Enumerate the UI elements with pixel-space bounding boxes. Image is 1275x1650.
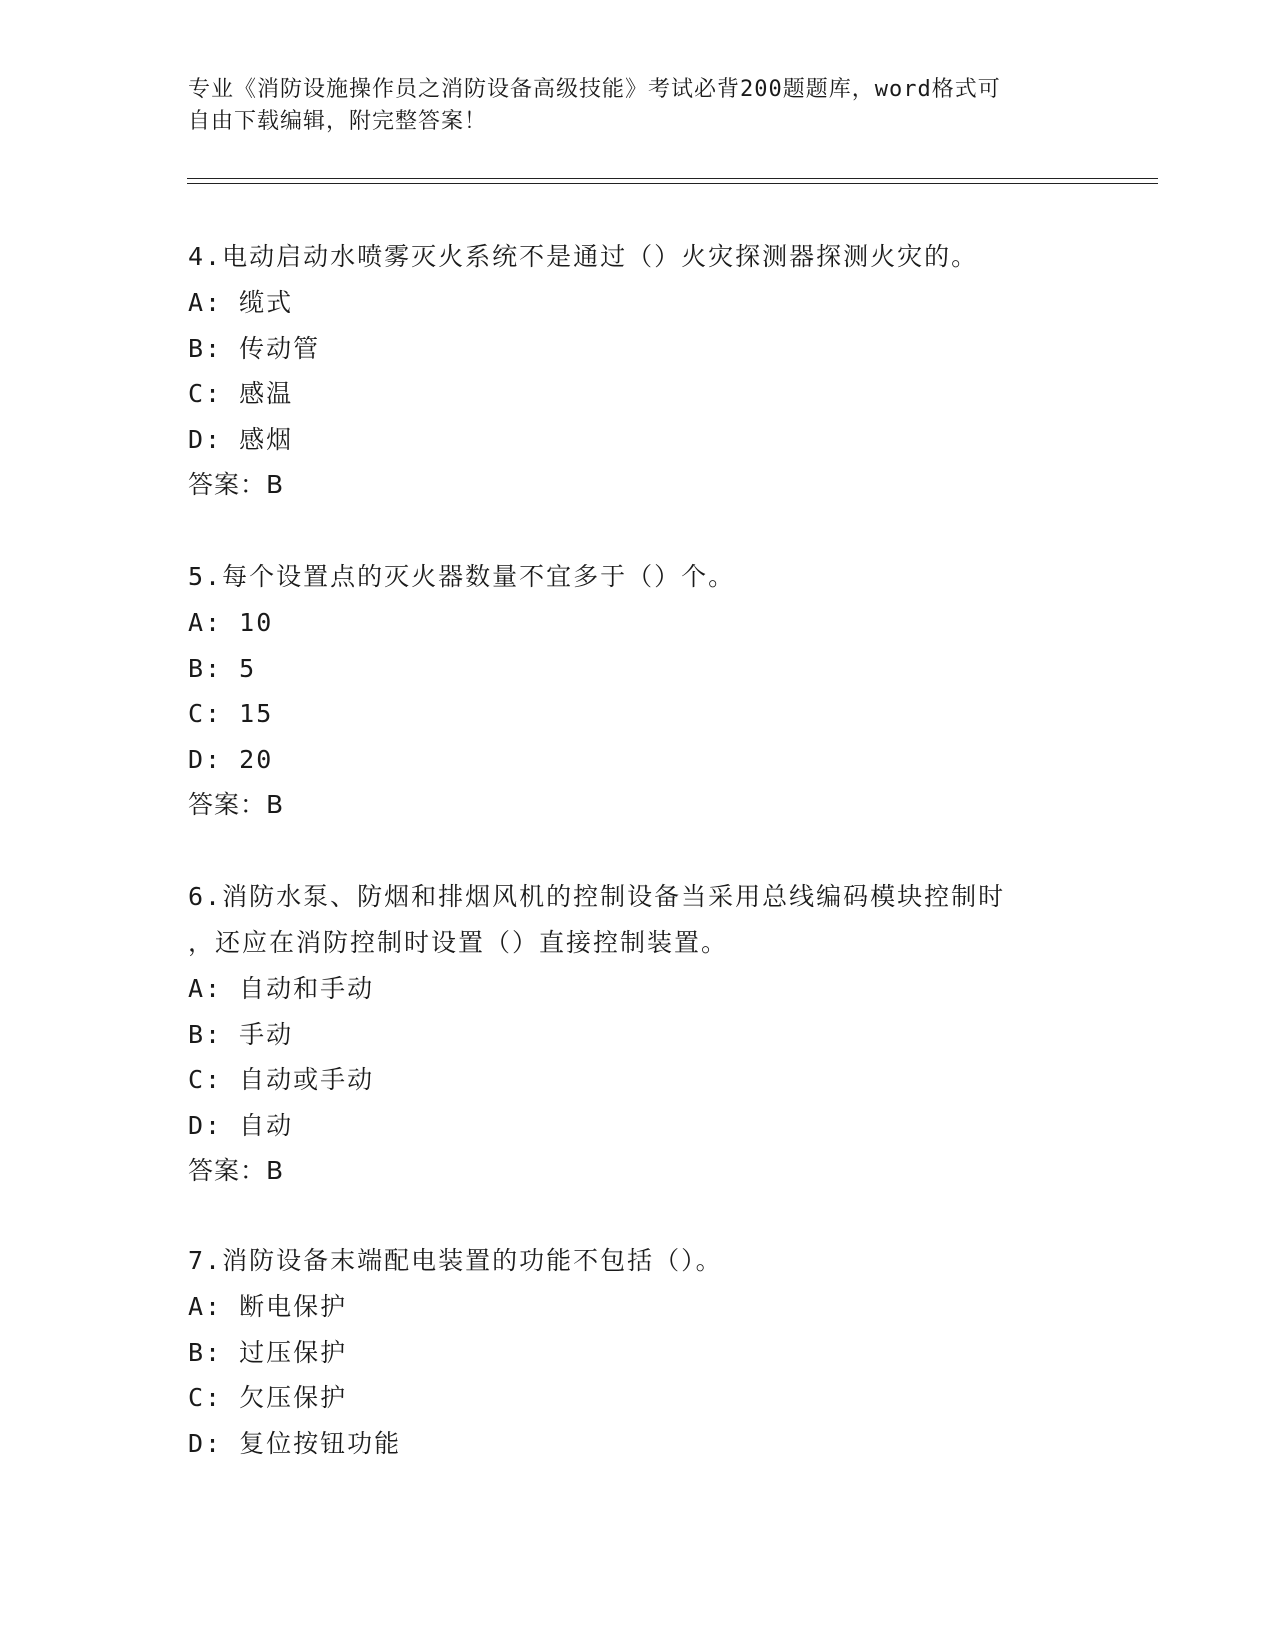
header-line-1: 专业《消防设施操作员之消防设备高级技能》考试必背200题题库，word格式可 <box>188 77 1001 102</box>
option-d: D: 自动 <box>188 1110 294 1140</box>
option-a: A: 断电保护 <box>188 1292 348 1321</box>
option-b: B: 过压保护 <box>188 1337 348 1367</box>
option-c: C: 欠压保护 <box>188 1383 348 1412</box>
option-b: B: 手动 <box>188 1019 294 1049</box>
option-d: D: 感烟 <box>188 424 294 454</box>
option-b: B: 传动管 <box>188 333 321 363</box>
option-c: C: 感温 <box>188 379 294 408</box>
question-stem-line-2: ，还应在消防控制时设置（）直接控制装置。 <box>188 928 729 957</box>
answer: 答案：B <box>188 790 285 819</box>
header-divider-top <box>187 178 1158 179</box>
option-c: C: 15 <box>188 699 274 728</box>
question-stem: 4.电动启动水喷雾灭火系统不是通过（）火灾探测器探测火灾的。 <box>188 242 979 271</box>
option-d: D: 20 <box>188 744 274 774</box>
header-divider-bottom <box>187 183 1158 184</box>
question-7 <box>188 1238 1088 1466</box>
question-stem: 5.每个设置点的灭火器数量不宜多于（）个。 <box>188 562 736 591</box>
option-a: A: 10 <box>188 608 274 637</box>
question-stem: 7.消防设备末端配电装置的功能不包括（）。 <box>188 1246 723 1275</box>
header-line-2: 自由下载编辑，附完整答案！ <box>188 109 488 134</box>
question-4 <box>188 234 1088 508</box>
answer: 答案：B <box>188 1156 285 1185</box>
question-stem-line-1: 6.消防水泵、防烟和排烟风机的控制设备当采用总线编码模块控制时 <box>188 882 1006 911</box>
option-a: A: 缆式 <box>188 288 294 317</box>
option-c: C: 自动或手动 <box>188 1065 375 1094</box>
option-b: B: 5 <box>188 653 257 683</box>
question-6 <box>188 874 1088 1194</box>
document-header <box>188 74 1068 138</box>
answer: 答案：B <box>188 470 285 499</box>
option-a: A: 自动和手动 <box>188 974 375 1003</box>
option-d: D: 复位按钮功能 <box>188 1428 402 1458</box>
question-5 <box>188 554 1088 828</box>
